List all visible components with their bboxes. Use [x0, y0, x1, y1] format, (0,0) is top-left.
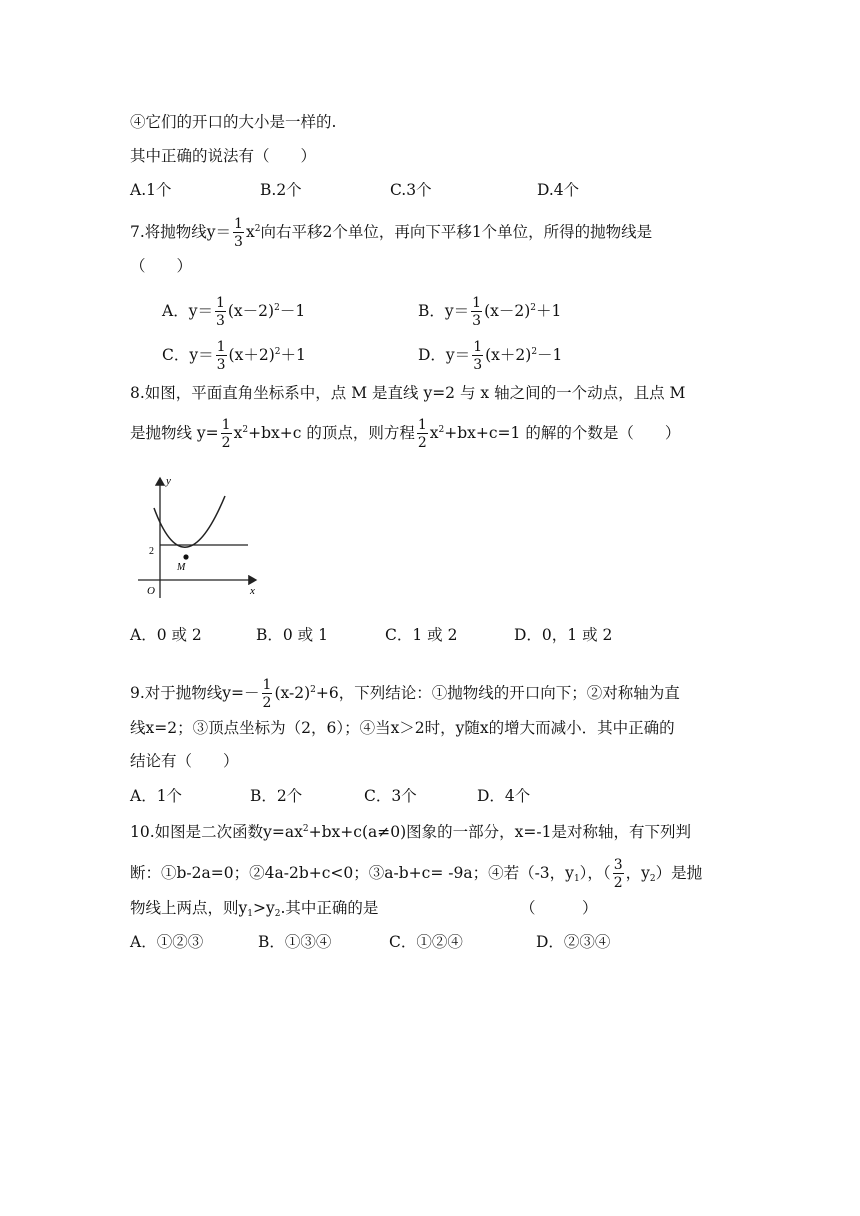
fraction-denominator: 3	[234, 234, 243, 250]
q10-text-b: +bx+c(a≠0)图象的一部分，x=-1是对称轴，有下列判	[308, 823, 691, 841]
option-tail: －1	[537, 346, 563, 364]
q10-text-d: ），（	[579, 864, 611, 882]
option-expr: (x＋2)	[485, 346, 532, 364]
q7-stem	[130, 217, 652, 249]
q10-subscript-4: 2	[274, 909, 281, 919]
q10-subscript-1: 1	[573, 874, 580, 884]
q10-line-1	[130, 819, 691, 842]
q8-option-a: A．0 或 2	[130, 626, 202, 644]
q9-text-a: 9.对于抛物线y=－	[130, 684, 260, 702]
q10-text-i: .其中正确的是	[280, 899, 379, 917]
q7-option-a	[162, 296, 305, 328]
q10-option-d: D．②③④	[536, 933, 611, 951]
q7-fraction	[233, 217, 244, 249]
option-fraction	[471, 296, 482, 328]
option-label: A．y＝	[162, 302, 213, 320]
q9-text-c: +6，下列结论：①抛物线的开口向下；②对称轴为直	[315, 684, 680, 702]
q9-line-2: 线x=2；③顶点坐标为（2，6）；④当x＞2时，y随x的增大而减小．其中正确的	[130, 719, 675, 737]
q7-stem-text-2: 向右平移2个单位，再向下平移1个单位，所得的抛物线是	[260, 223, 653, 241]
q10-exponent: 2	[302, 824, 309, 834]
q8-text-b: x	[233, 424, 243, 442]
q8-line-1: 8.如图，平面直角坐标系中，点 M 是直线 y=2 与 x 轴之间的一个动点，且点 M	[130, 384, 686, 402]
q8-option-c: C．1 或 2	[385, 626, 458, 644]
q8-text-c: +bx+c 的顶点，则方程	[248, 424, 415, 442]
q10-text-h: >y	[253, 899, 275, 917]
q10-line-2	[130, 858, 702, 890]
vertex-point-m	[183, 554, 188, 559]
q8-text-a: 是抛物线 y=	[130, 424, 219, 442]
q6-stem-end: 其中正确的说法有（ ）	[130, 147, 317, 165]
fraction-numerator: 1	[417, 417, 427, 433]
option-tail: －1	[279, 302, 306, 320]
q8-exponent-2: 2	[438, 425, 445, 435]
fraction-denominator: 2	[221, 435, 231, 451]
q10-option-a: A．①②③	[130, 933, 204, 951]
graph-tick-label-2: 2	[149, 546, 154, 557]
q10-text-f: ）是抛	[655, 864, 703, 882]
q7-paren: （ ）	[130, 257, 193, 275]
fraction-numerator: 3	[613, 857, 623, 873]
q6-option-b: B.2个	[260, 181, 302, 199]
q7-stem-text-1: 7.将抛物线y＝	[130, 223, 232, 241]
q8-fraction-2	[417, 418, 428, 450]
q10-subscript-3: 1	[247, 909, 253, 919]
fraction-denominator: 3	[473, 357, 483, 373]
option-exponent: 2	[531, 347, 538, 357]
q6-option-d: D.4个	[537, 181, 580, 199]
q9-text-b: (x-2)	[274, 684, 311, 702]
q8-option-d: D．0，1 或 2	[514, 626, 613, 644]
option-label: C．y＝	[162, 346, 214, 364]
q8-parabola-graph	[130, 470, 270, 606]
q9-option-b: B．2个	[250, 787, 303, 805]
q8-fraction-1	[221, 418, 232, 450]
graph-origin-label: O	[147, 585, 155, 597]
q7-option-d	[418, 340, 562, 372]
fraction-numerator: 1	[472, 295, 482, 311]
q10-option-c: C．①②④	[389, 933, 463, 951]
q10-text-a: 10.如图是二次函数y=ax	[130, 823, 303, 841]
q10-line-3	[130, 898, 378, 924]
q9-option-c: C．3个	[364, 787, 417, 805]
fraction-denominator: 2	[262, 695, 272, 711]
q6-option-c: C.3个	[390, 181, 432, 199]
q8-option-b: B．0 或 1	[256, 626, 328, 644]
q9-line-1	[130, 678, 680, 710]
q7-stem-exponent: 2	[254, 224, 261, 234]
option-exponent: 2	[274, 303, 280, 313]
option-exponent: 2	[530, 303, 537, 313]
option-label: B．y＝	[418, 302, 470, 320]
q8-exponent-1: 2	[242, 425, 249, 435]
fraction-denominator: 3	[215, 313, 225, 329]
option-expr: (x－2)	[484, 302, 531, 320]
parabola-curve	[154, 496, 225, 547]
graph-x-label: x	[250, 585, 255, 597]
fraction-denominator: 2	[417, 435, 427, 451]
q8-line-2	[130, 418, 680, 450]
q7-stem-var: x	[245, 223, 255, 241]
option-fraction	[215, 296, 226, 328]
fraction-denominator: 2	[613, 875, 623, 891]
q8-text-d: x	[429, 424, 439, 442]
option-tail: ＋1	[280, 346, 306, 364]
option-fraction	[216, 340, 227, 372]
option-exponent: 2	[274, 347, 281, 357]
q8-text-e: +bx+c=1 的解的个数是（ ）	[444, 424, 681, 442]
q7-option-c	[162, 340, 306, 372]
q9-fraction	[262, 678, 273, 710]
fraction-numerator: 1	[221, 417, 231, 433]
option-expr: (x－2)	[227, 302, 275, 320]
q10-option-b: B．①③④	[258, 933, 332, 951]
option-tail: ＋1	[536, 302, 562, 320]
option-label: D．y＝	[418, 346, 471, 364]
q9-exponent: 2	[310, 685, 316, 695]
option-expr: (x＋2)	[228, 346, 275, 364]
q7-option-b	[418, 296, 561, 328]
q9-option-d: D．4个	[477, 787, 531, 805]
fraction-denominator: 3	[472, 313, 482, 329]
option-fraction	[472, 340, 483, 372]
q10-paren: （ ）	[520, 899, 598, 917]
fraction-denominator: 3	[216, 357, 226, 373]
q10-text-c: 断：①b-2a=0；②4a-2b+c<0；③a-b+c= -9a；④若（-3，y	[130, 864, 574, 882]
q6-option-a: A.1个	[130, 181, 172, 199]
q10-fraction	[613, 858, 624, 890]
q9-option-a: A．1个	[130, 787, 183, 805]
fraction-numerator: 1	[262, 677, 272, 693]
fraction-numerator: 1	[234, 216, 243, 232]
q6-item4: ④它们的开口的大小是一样的.	[130, 113, 337, 131]
fraction-numerator: 1	[216, 339, 226, 355]
graph-y-label: y	[166, 475, 171, 487]
fraction-numerator: 1	[473, 339, 483, 355]
q10-text-g: 物线上两点，则y	[130, 899, 248, 917]
q10-subscript-2: 2	[649, 874, 656, 884]
graph-point-label-m: M	[177, 562, 186, 573]
fraction-numerator: 1	[215, 295, 225, 311]
q10-text-e: ，y	[625, 864, 650, 882]
q9-line-3: 结论有（ ）	[130, 752, 239, 770]
